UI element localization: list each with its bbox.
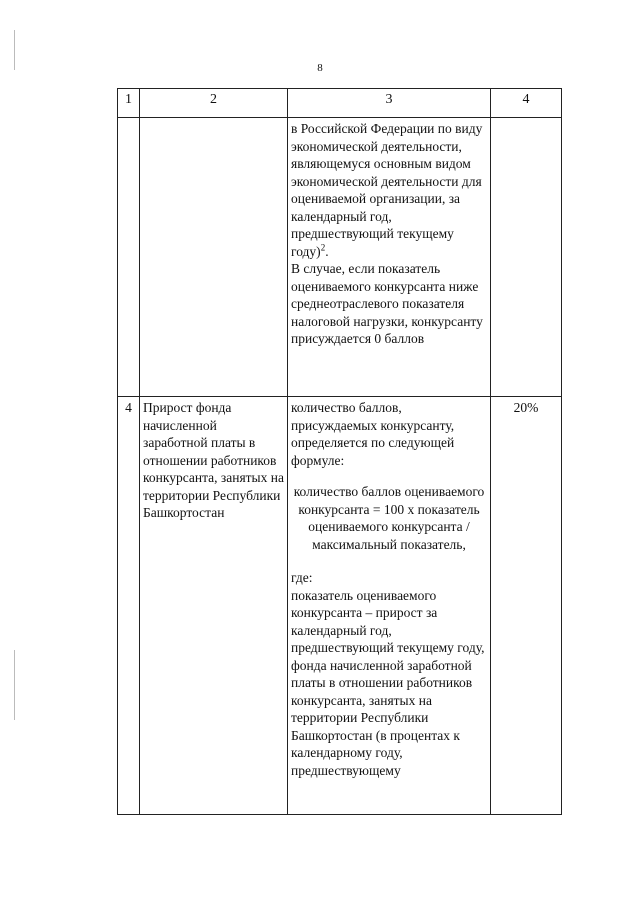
criterion-name: Прирост фонда начисленной заработной платы в отношении работников конкурсанта, занятых на территории Республики Башкортостан [140,397,288,815]
criteria-table [117,88,562,815]
cell-empty [491,118,562,397]
header-col-4: 4 [491,89,562,118]
cell-empty [118,118,140,397]
continuation-paragraph-2: В случае, если показатель оцениваемого конкурсанта ниже среднеотраслевого показателя налоговой нагрузки, конкурсанту присуждается 0 баллов [291,261,483,346]
scan-margin-mark [14,650,15,720]
method-intro: количество баллов, присуждаемых конкурсанту, определяется по следующей формуле: [291,400,455,468]
weight-value: 20% [491,397,562,815]
cell-continuation-text [288,118,491,397]
continuation-period: . [325,243,329,259]
row-number: 4 [118,397,140,815]
where-label: где: [291,570,313,585]
header-col-1: 1 [118,89,140,118]
page-number: 8 [317,62,323,74]
header-col-2: 2 [140,89,288,118]
header-col-3: 3 [288,89,491,118]
cell-method [288,397,491,815]
table-row-4 [118,397,562,815]
footnote-marker: 2 [320,242,326,252]
continuation-text: в Российской Федерации по виду экономической деятельности, являющемуся основным видом экономической деятельности для оцениваемой организации, за календарный год, предшествующий текущему году) [291,121,483,259]
indicator-explanation: показатель оцениваемого конкурсанта – прирост за календарный год, предшествующий текущему году, фонда начисленной заработной платы в отношении работников конкурсанта, занятых на территории Республики Башкортостан (в процентах к календарному году, предшествующему [291,587,485,778]
table-header-row [118,89,562,118]
cell-empty [140,118,288,397]
formula: количество баллов оцениваемого конкурсанта = 100 x показатель оцениваемого конкурсанта / максимальный показатель, [293,484,485,552]
table-row-continuation [118,118,562,397]
